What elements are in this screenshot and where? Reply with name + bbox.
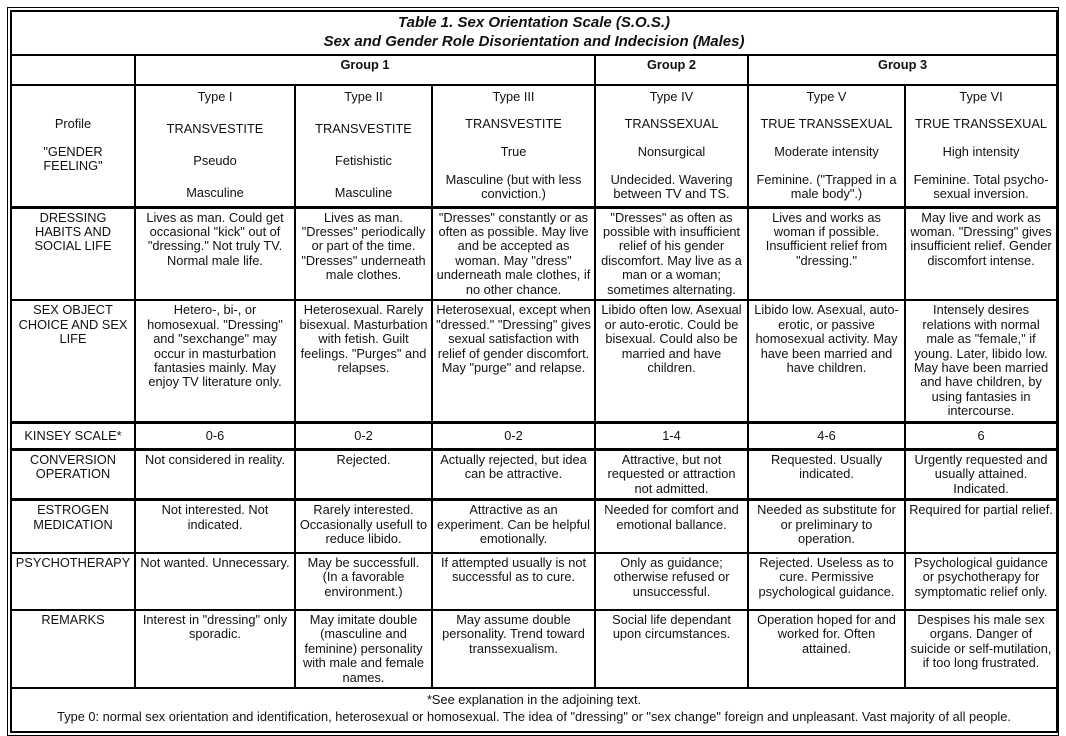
row-label-kinsey: KINSEY SCALE*: [11, 422, 135, 449]
row-label-sex-object: SEX OBJECT CHOICE AND SEX LIFE: [11, 300, 135, 422]
group-1-header: Group 1: [135, 55, 595, 85]
cell-kinsey-type-ii: 0-2: [295, 422, 432, 449]
cell-dressing-type-v: Lives and works as woman if possible. Insufficient relief from "dressing.": [748, 207, 905, 300]
group-header-row: [11, 55, 1057, 85]
table-row-sex-object: [11, 300, 1057, 422]
cell-psychotherapy-type-iii: If attempted usually is not successful as to cure.: [432, 553, 595, 610]
type-feeling: Undecided. Wavering between TV and TS.: [610, 171, 733, 202]
type-name: TRANSVESTITE: [166, 120, 264, 136]
profile-row: [11, 85, 1057, 208]
table-outer-frame: [7, 7, 1059, 736]
cell-sex-object-type-iv: Libido often low. Asexual or auto-erotic. Could be bisexual. Could also be married and have children.: [595, 300, 748, 422]
table-row-dressing: [11, 207, 1057, 300]
type-heading: Type I: [197, 88, 233, 104]
profile-cell-type-iv: [595, 85, 748, 208]
gender-feeling-label: "GENDER FEELING": [43, 143, 103, 174]
sos-table: [10, 10, 1058, 733]
group-header-spacer: [11, 55, 135, 85]
group-3-header: Group 3: [748, 55, 1057, 85]
cell-estrogen-type-iv: Needed for comfort and emotional ballance.: [595, 500, 748, 553]
profile-label: Profile: [54, 116, 92, 132]
type-name: TRUE TRANSSEXUAL: [915, 116, 1048, 132]
cell-estrogen-type-ii: Rarely interested. Occasionally usefull to reduce libido.: [295, 500, 432, 553]
cell-conversion-type-i: Not considered in reality.: [135, 449, 295, 499]
type-feeling: Feminine. Total psycho-sexual inversion.: [913, 171, 1049, 202]
footnote: [11, 688, 1057, 732]
cell-estrogen-type-v: Needed as substitute for or preliminary to operation.: [748, 500, 905, 553]
cell-kinsey-type-i: 0-6: [135, 422, 295, 449]
cell-remarks-type-iii: May assume double personality. Trend toward transsexualism.: [432, 610, 595, 688]
profile-cell-type-iii: [432, 85, 595, 208]
cell-kinsey-type-iii: 0-2: [432, 422, 595, 449]
table-title: [11, 11, 1057, 55]
row-label-psychotherapy: PSYCHOTHERAPY: [11, 553, 135, 610]
cell-sex-object-type-iii: Heterosexual, except when "dressed." "Dressing" gives sexual satisfaction with relief of gender discomfort. May "purge" and relapse.: [432, 300, 595, 422]
type-variant: High intensity: [942, 143, 1020, 159]
row-label-remarks: REMARKS: [11, 610, 135, 688]
table-row-kinsey: [11, 422, 1057, 449]
type-name: TRANSVESTITE: [315, 120, 412, 136]
profile-row-label: [11, 85, 135, 208]
cell-psychotherapy-type-vi: Psychological guidance or psychotherapy for symptomatic relief only.: [905, 553, 1057, 610]
table-row-conversion: [11, 449, 1057, 499]
cell-dressing-type-iii: "Dresses" constantly or as often as possible. May live and be accepted as woman. May "dress" underneath male clothes, if no other chance.: [432, 207, 595, 300]
cell-estrogen-type-iii: Attractive as an experiment. Can be helpful emotionally.: [432, 500, 595, 553]
cell-sex-object-type-i: Hetero-, bi-, or homosexual. "Dressing" and "sexchange" may occur in masturbation fantasies mainly. May enjoy TV literature only.: [135, 300, 295, 422]
profile-cell-type-ii: [295, 85, 432, 208]
table-row-psychotherapy: [11, 553, 1057, 610]
profile-cell-type-i: [135, 85, 295, 208]
cell-remarks-type-i: Interest in "dressing" only sporadic.: [135, 610, 295, 688]
row-label-conversion: CONVERSION OPERATION: [11, 449, 135, 499]
cell-psychotherapy-type-iv: Only as guidance; otherwise refused or unsuccessful.: [595, 553, 748, 610]
cell-dressing-type-ii: Lives as man. "Dresses" periodically or part of the time. "Dresses" underneath male clothes.: [295, 207, 432, 300]
cell-dressing-type-i: Lives as man. Could get occasional "kick" out of "dressing." Not truly TV. Normal male life.: [135, 207, 295, 300]
cell-conversion-type-iii: Actually rejected, but idea can be attractive.: [432, 449, 595, 499]
cell-kinsey-type-vi: 6: [905, 422, 1057, 449]
cell-conversion-type-vi: Urgently requested and usually attained. Indicated.: [905, 449, 1057, 499]
profile-label-spacer2: [15, 186, 131, 201]
cell-dressing-type-iv: "Dresses" as often as possible with insufficient relief of his gender discomfort. May live as a man or a woman; sometimes alternating.: [595, 207, 748, 300]
type-variant: Fetishistic: [335, 153, 392, 169]
profile-cell-type-v: [748, 85, 905, 208]
cell-remarks-type-iv: Social life dependant upon circumstances.: [595, 610, 748, 688]
type-heading: Type II: [344, 88, 383, 104]
cell-psychotherapy-type-ii: May be successfull. (In a favorable environment.): [295, 553, 432, 610]
cell-sex-object-type-vi: Intensely desires relations with normal male as "female," if young. Later, libido low. May have been married and have children, by using fantasies in intercourse.: [905, 300, 1057, 422]
type-name: TRUE TRANSSEXUAL: [760, 116, 893, 132]
type-variant: Pseudo: [193, 153, 237, 169]
cell-conversion-type-iv: Attractive, but not requested or attraction not admitted.: [595, 449, 748, 499]
type-heading: Type V: [806, 88, 847, 104]
profile-cell-type-vi: [905, 85, 1057, 208]
cell-estrogen-type-vi: Required for partial relief.: [905, 500, 1057, 553]
profile-label-spacer: [15, 90, 131, 105]
table-row-remarks: [11, 610, 1057, 688]
table-row-estrogen: [11, 500, 1057, 553]
footnote-line2: Type 0: normal sex orientation and identification, heterosexual or homosexual. The idea of "dressing" or "sex change" foreign and unpleasant. Vast majority of all people.: [57, 709, 1011, 725]
row-label-dressing: DRESSING HABITS AND SOCIAL LIFE: [11, 207, 135, 300]
type-feeling: Masculine (but with less conviction.): [445, 171, 582, 202]
table-title-line2: Sex and Gender Role Disorientation and Indecision (Males): [323, 32, 745, 50]
footnote-line1: *See explanation in the adjoining text.: [426, 691, 642, 707]
type-heading: Type IV: [649, 88, 694, 104]
type-heading: Type VI: [959, 88, 1003, 104]
cell-remarks-type-v: Operation hoped for and worked for. Often attained.: [748, 610, 905, 688]
type-variant: Nonsurgical: [637, 143, 706, 159]
type-variant: Moderate intensity: [774, 143, 879, 159]
cell-kinsey-type-iv: 1-4: [595, 422, 748, 449]
row-label-estrogen: ESTROGEN MEDICATION: [11, 500, 135, 553]
cell-sex-object-type-v: Libido low. Asexual, auto-erotic, or passive homosexual activity. May have been married and have children.: [748, 300, 905, 422]
cell-psychotherapy-type-i: Not wanted. Unnecessary.: [135, 553, 295, 610]
footnote-row: [11, 688, 1057, 732]
cell-conversion-type-ii: Rejected.: [295, 449, 432, 499]
cell-sex-object-type-ii: Heterosexual. Rarely bisexual. Masturbation with fetish. Guilt feelings. "Purges" and relapses.: [295, 300, 432, 422]
cell-dressing-type-vi: May live and work as woman. "Dressing" gives insufficient relief. Gender discomfort intense.: [905, 207, 1057, 300]
type-name: TRANSVESTITE: [465, 116, 562, 132]
type-feeling: Masculine: [334, 185, 393, 201]
cell-remarks-type-vi: Despises his male sex organs. Danger of suicide or self-mutilation, if too long frustrated.: [905, 610, 1057, 688]
type-name: TRANSSEXUAL: [624, 116, 719, 132]
cell-psychotherapy-type-v: Rejected. Useless as to cure. Permissive psychological guidance.: [748, 553, 905, 610]
type-feeling: Masculine: [186, 185, 244, 201]
cell-remarks-type-ii: May imitate double (masculine and feminine) personality with male and female names.: [295, 610, 432, 688]
type-variant: True: [500, 143, 527, 159]
title-row: [11, 11, 1057, 55]
table-title-line1: Table 1. Sex Orientation Scale (S.O.S.): [398, 14, 671, 31]
cell-estrogen-type-i: Not interested. Not indicated.: [135, 500, 295, 553]
type-feeling: Feminine. ("Trapped in a male body".): [756, 171, 897, 202]
cell-conversion-type-v: Requested. Usually indicated.: [748, 449, 905, 499]
group-2-header: Group 2: [595, 55, 748, 85]
cell-kinsey-type-v: 4-6: [748, 422, 905, 449]
type-heading: Type III: [492, 88, 535, 104]
